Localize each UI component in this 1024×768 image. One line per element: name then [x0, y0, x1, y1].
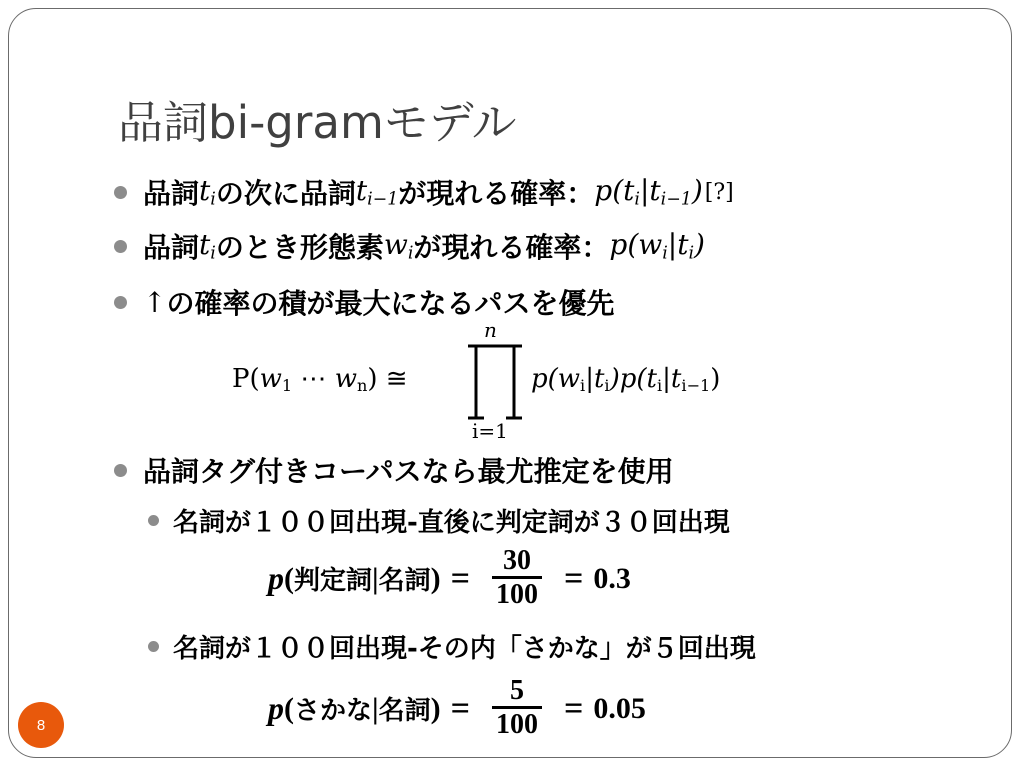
bullet-mle-corpus	[114, 450, 674, 490]
bullet-text: 品詞	[143, 231, 200, 264]
citation: [?]	[704, 179, 734, 205]
bullet-dot	[148, 515, 159, 526]
math-expression: $p(t_i|t_{i-1})$	[594, 174, 703, 210]
page-number-badge: 8	[18, 702, 64, 748]
formula-lhs: $P(w_1$ ⋯ $w_n$) ≅	[232, 364, 408, 396]
product-lower-limit: i=1	[472, 419, 508, 443]
bullet-next-pos-probability	[114, 172, 734, 212]
bullet-max-path	[114, 282, 614, 322]
math-var: $w_i$	[383, 228, 414, 264]
bullet-text: が現れる確率：	[413, 231, 610, 264]
formula-rhs: $p(w_i|t_i)p(t_i|t_{i-1})$	[531, 364, 721, 396]
sub-bullet-text: 名詞が１００回出現-直後に判定詞が３０回出現	[173, 508, 730, 538]
bullet-dot	[114, 240, 127, 253]
bullet-text: が現れる確率：	[398, 177, 595, 210]
bullet-text: の次に品詞	[215, 177, 356, 210]
bullet-morpheme-probability	[114, 226, 705, 266]
fraction: $\frac{30}{100}$	[492, 546, 542, 611]
bullet-dot	[148, 641, 159, 652]
math-var: $t_{i-1}$	[355, 174, 399, 210]
bullet-text: のとき形態素	[215, 231, 384, 264]
product-upper-limit: n	[484, 318, 497, 342]
bullet-text: の確率の積が最大になるパスを優先	[166, 287, 615, 320]
up-arrow-icon: ↑	[143, 285, 167, 319]
bullet-dot	[114, 296, 127, 309]
equation-sakana: p ( さかな | 名詞 ) = $\frac{5}{100}$ = 0.05	[268, 675, 646, 740]
sub-bullet-text: 名詞が１００回出現-その内「さかな」が５回出現	[173, 634, 756, 664]
sub-bullet-hanteishi	[148, 502, 730, 539]
sub-bullet-sakana	[148, 628, 756, 665]
bullet-dot	[114, 464, 127, 477]
equation-hanteishi: p ( 判定詞 | 名詞 ) = $\frac{30}{100}$ = 0.3	[268, 545, 631, 610]
math-expression: $p(w_i|t_i)$	[609, 228, 705, 264]
bullet-text: 品詞タグ付きコーパスなら最尤推定を使用	[143, 455, 674, 488]
fraction: $\frac{5}{100}$	[492, 676, 542, 741]
math-var: $t_i$	[199, 228, 216, 264]
bullet-text: 品詞	[143, 177, 200, 210]
slide-title: 品詞bi-gramモデル	[118, 96, 517, 149]
math-var: $t_i$	[199, 174, 216, 210]
bullet-dot	[114, 186, 127, 199]
